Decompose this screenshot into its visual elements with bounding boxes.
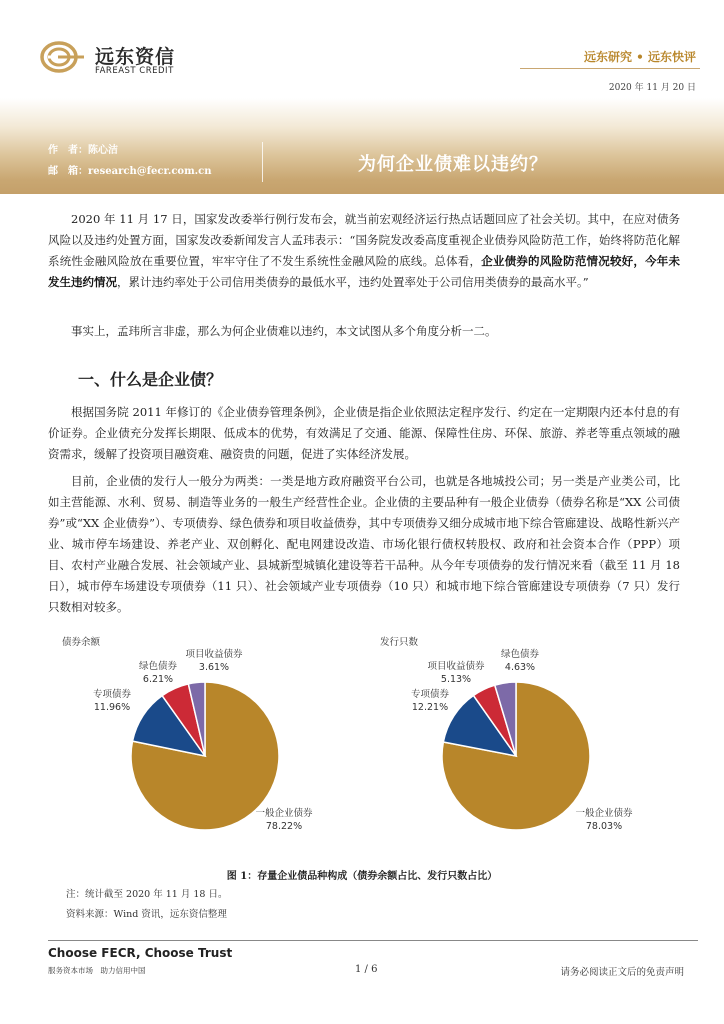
disclaimer-notice: 请务必阅读正文后的免责声明 [560,967,684,978]
chart-2-label-general-value: 78.03% [585,821,623,832]
brand-name-en: FAREAST CREDIT [95,66,174,76]
author-label: 作 者： [48,145,88,156]
paragraph-1 [48,209,680,293]
chart-1-label-special [82,688,142,714]
chart-1-label-project-value: 3.61% [198,662,230,673]
chart-1-label-green [128,660,188,686]
chart-2-label-special-value: 12.21% [411,702,449,713]
footer-slogan: Choose FECR, Choose Trust [48,946,233,960]
header-rule [520,68,700,69]
footer-tagline: 服务资本市场 助力信用中国 [48,966,146,975]
chart-2-label-green-value: 4.63% [504,662,536,673]
figure-caption: 图 1：存量企业债品种构成（债券余额占比、发行只数占比） [226,871,498,882]
paragraph-4: 目前，企业债的发行人一般分为两类：一类是地方政府融资平台公司，也就是各地城投公司；另一类是产业类公司，比如主营能源、水利、贸易、制造等业务的一般生产经营性企业。企业债的主要品种有一般企业债券（债券名称是“XX 公司债券”或“XX 企业债券”）、专项债券、绿色债券和项目收益债券，其中专项债券又细分成城市地下综合管廊建设、战略性新兴产业、城市停车场建设、养老产业、双创孵化、配电网建设改造、市场化银行债权转股权、政府和社会资本合作（PPP）项目、农村产业融合发展、社会领域产业、县城新型城镇化建设等若干品种。从今年专项债券的发行情况来看（截至 11 月 18 日），城市停车场建设专项债券（11 只）、社会领域产业专项债券（10 只）和城市地下综合管廊建设专项债券（7 只）发行只数相对较多。 [48,474,680,614]
paragraph-1-text-b: ，累计违约率处于公司信用类债券的最低水平，违约处置率处于公司信用类债券的最高水平。” [117,275,589,289]
banner-divider [262,142,263,182]
chart-1-title: 债券余额 [62,637,101,648]
chart-2-label-project [418,660,494,686]
chart-1-label-green-name: 绿色债券 [138,661,177,672]
company-logo [40,40,86,74]
paragraph-1-bold: 企业债券的风险防范情况较好，今年未发生违约情况 [48,254,681,289]
chart-1-label-general-value: 78.22% [265,821,303,832]
chart-2-label-project-value: 5.13% [440,674,472,685]
chart-1-label-general-name: 一般企业债券 [255,808,313,819]
chart-2-label-special-name: 专项债券 [410,689,449,700]
footer-rule [48,940,698,941]
email-label: 邮 箱： [48,166,88,177]
chart-2-label-special [400,688,460,714]
figure-source: 资料来源：Wind 资讯，远东资信整理 [66,909,227,920]
brand-name-cn: 远东资信 [95,46,176,68]
chart-2-label-general [568,807,640,833]
report-series: 远东研究 • 远东快评 [583,50,696,64]
report-date: 2020 年 11 月 20 日 [608,83,696,93]
chart-1-label-general [248,807,320,833]
paragraph-3: 根据国务院 2011 年修订的《企业债券管理条例》，企业债是指企业依照法定程序发行、约定在一定期限内还本付息的有价证券。企业债充分发挥长期限、低成本的优势，有效满足了交通、能源、保障性住房、环保、旅游、养老等重点领域的融资需求，缓解了投资项目融资难、融资贵的问题，促进了实体经济发展。 [48,405,680,461]
figure-note: 注：统计截至 2020 年 11 月 18 日。 [66,889,228,900]
email-address[interactable]: research@fecr.com.cn [88,166,212,177]
author-line [48,141,118,156]
paragraph-2: 事实上，孟玮所言非虚，那么为何企业债难以违约，本文试图从多个角度分析一二。 [71,324,497,338]
chart-2-label-green-name: 绿色债券 [500,649,539,660]
chart-1-label-green-value: 6.21% [142,674,174,685]
section-heading-1: 一、什么是企业债？ [78,370,223,389]
chart-1-label-special-name: 专项债券 [92,689,131,700]
fareast-logo-icon [40,40,86,74]
paragraph-1-text-a: 2020 年 11 月 17 日，国家发改委举行例行发布会，就当前宏观经济运行热点话题回应了社会关切。其中，在应对债务风险以及违约处置方面，国家发改委新闻发言人孟玮表示：“国务院发改委高度重视企业债券风险防范工作，始终将防范化解系统性金融风险放在重要位置，牢牢守住了不发生系统性金融风险的底线。总体看， [48,212,680,268]
chart-2-label-general-name: 一般企业债券 [575,808,633,819]
chart-2-label-green [490,648,550,674]
page-title: 为何企业债难以违约？ [358,154,548,175]
chart-1-label-project [178,648,250,674]
chart-1-label-project-name: 项目收益债券 [185,649,243,660]
chart-2-title: 发行只数 [380,637,419,648]
author-name: 陈心洁 [88,145,118,156]
email-line [48,162,212,177]
page-number: 1 / 6 [355,964,378,975]
chart-1-label-special-value: 11.96% [93,702,131,713]
chart-2-label-project-name: 项目收益债券 [427,661,485,672]
